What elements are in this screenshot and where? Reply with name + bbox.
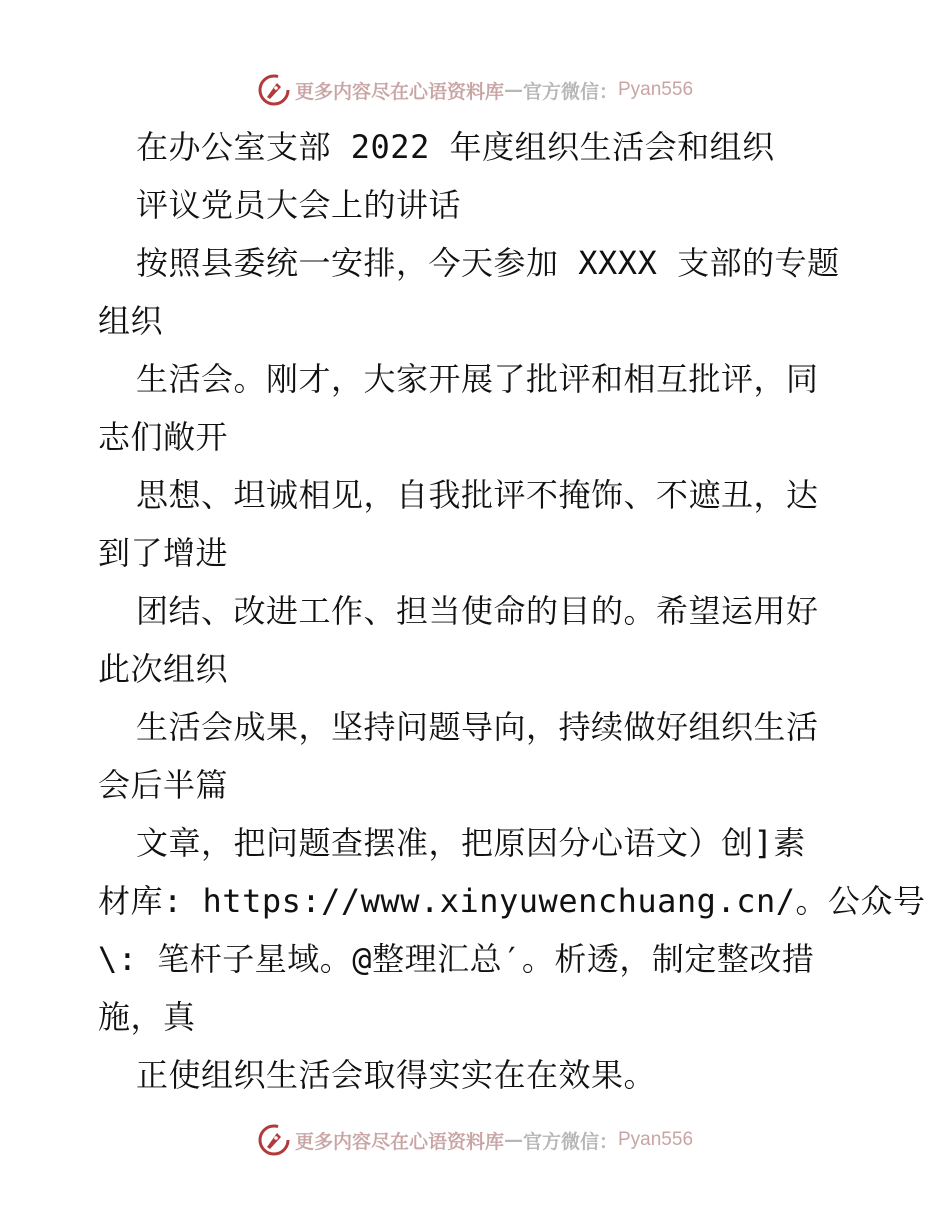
text-line: 到了增进 [98, 534, 229, 572]
pen-nib-circle-icon [257, 73, 291, 107]
document-body [98, 118, 926, 1104]
text-line: 施，真 [98, 998, 196, 1036]
text-line: 生活会。刚才，大家开展了批评和相互批评，同 [136, 360, 819, 398]
text-line: 会后半篇 [98, 766, 229, 804]
banner-main-text: 更多内容尽在心语资料库 [294, 1130, 504, 1153]
page-footer-banner [0, 1120, 950, 1160]
banner-dash: — [503, 1129, 523, 1151]
text-line: 正使组织生活会取得实实在在效果。 [136, 1056, 657, 1094]
text-line: \: 笔杆子星域。@整理汇总′。析透，制定整改措 [98, 940, 815, 978]
text-line: 团结、改进工作、担当使命的目的。希望运用好 [136, 592, 819, 630]
text-line: 思想、坦诚相见，自我批评不掩饰、不遮丑，达 [136, 476, 819, 514]
page-header-banner [0, 70, 950, 110]
banner-main-text: 更多内容尽在心语资料库 [294, 80, 504, 103]
text-line: 此次组织 [98, 650, 229, 688]
text-line: 文章，把问题查摆准，把原因分心语文）创]素 [136, 824, 806, 862]
text-line: 材库: https://www.xinyuwenchuang.cn/。公众号 [98, 882, 926, 920]
banner-wechat-id: Pyan556 [618, 79, 694, 100]
banner-wechat-label: 官方微信： [522, 1130, 618, 1153]
text-line: 按照县委统一安排，今天参加 XXXX 支部的专题 [136, 244, 840, 282]
text-line: 生活会成果，坚持问题导向，持续做好组织生活 [136, 708, 819, 746]
text-line: 评议党员大会上的讲话 [136, 186, 462, 224]
banner-dash: — [503, 79, 523, 101]
banner-wechat-id: Pyan556 [618, 1129, 694, 1150]
text-line: 组织 [98, 302, 164, 340]
text-line: 志们敞开 [98, 418, 229, 456]
banner-wechat-label: 官方微信： [522, 80, 618, 103]
text-line: 在办公室支部 2022 年度组织生活会和组织 [136, 128, 775, 166]
pen-nib-circle-icon [257, 1123, 291, 1157]
